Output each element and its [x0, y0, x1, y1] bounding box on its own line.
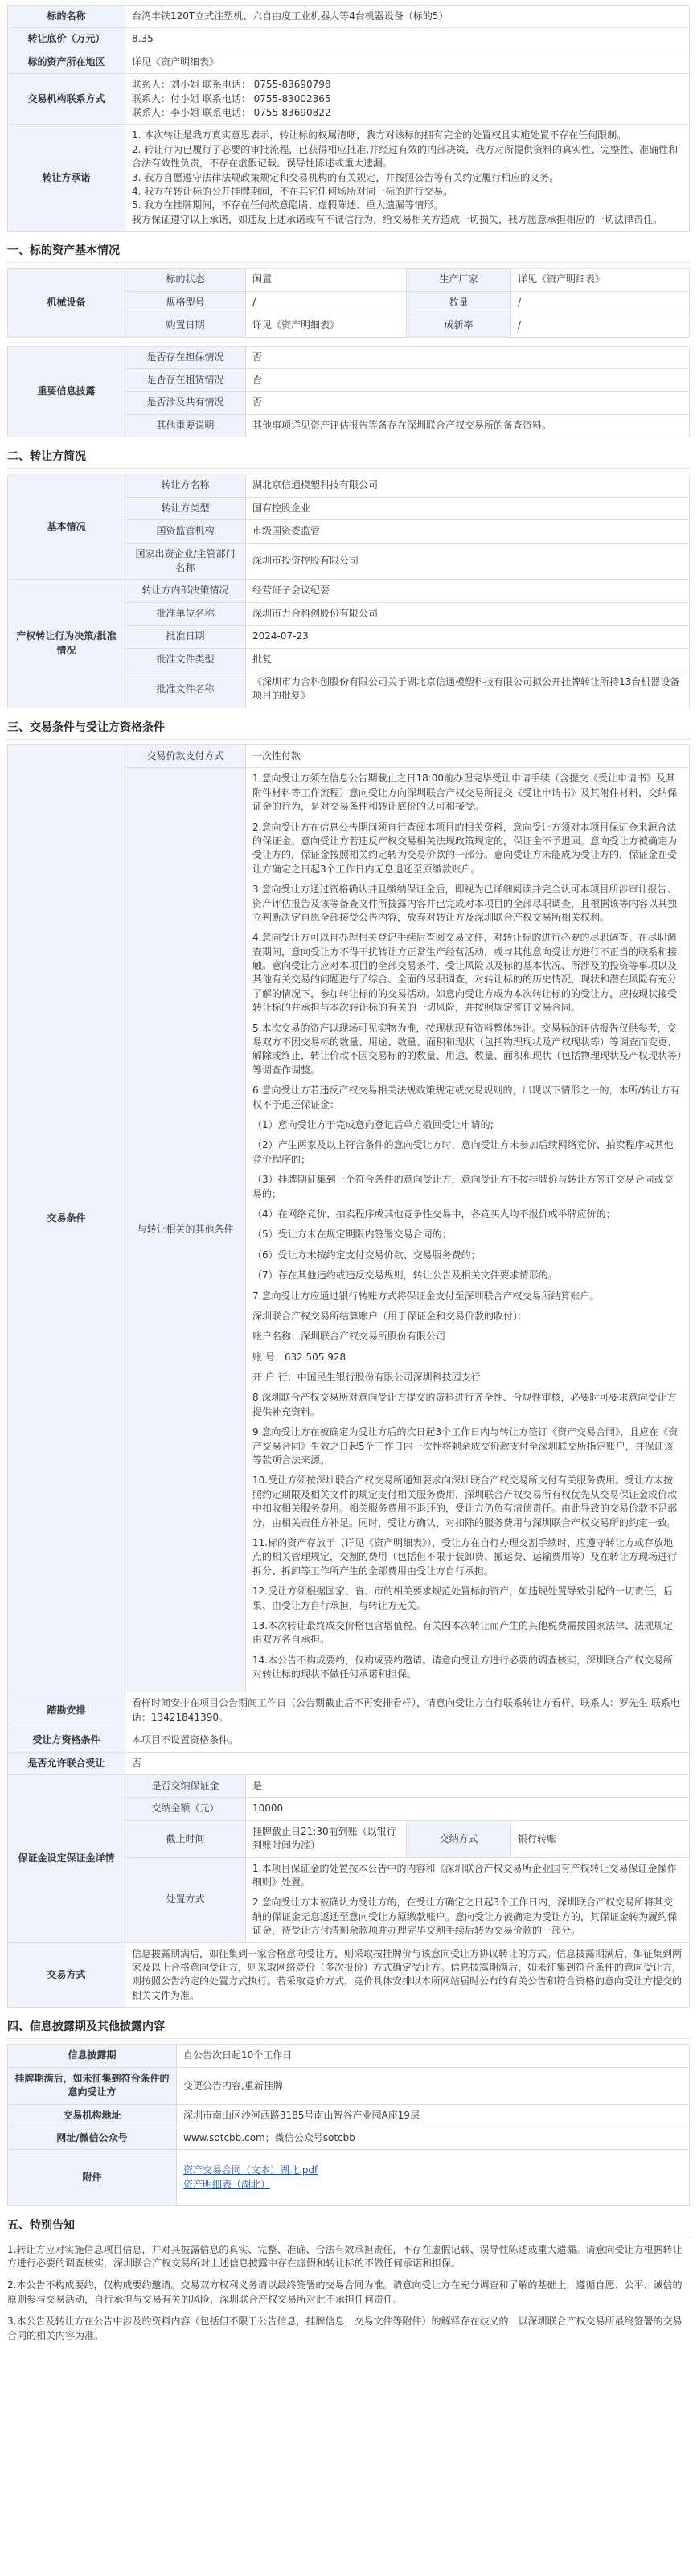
label: 交纳方式 [407, 1820, 511, 1857]
label: 是否存在担保情况 [125, 346, 246, 368]
row-target-name [8, 6, 690, 28]
cond-para: （3）挂牌期征集到一个符合条件的意向受让方，意向受让方不按挂牌价与转让方签订交易合同或交易的； [252, 1174, 674, 1200]
label: 踏勘安排 [8, 1692, 125, 1729]
section-title: 一、标的资产基本情况 [7, 243, 690, 263]
value: 否 [125, 1752, 690, 1774]
dispose-para: 1.本项目保证金的处置按本公告中的内容和《深圳联合产权交易所企业国有产权转让交易保证金操作细则》处置。 [252, 1862, 677, 1888]
value: 台湾丰铁120T立式注塑机、六自由度工业机器人等4台机器设备（标的5） [125, 6, 690, 28]
value: www.sotcbb.com；微信公众号sotcbb [177, 2127, 690, 2149]
label: 交纳金额（元） [125, 1798, 246, 1820]
label: 交易机构联系方式 [8, 74, 125, 125]
label: 产权转让行为决策/批准情况 [8, 580, 125, 708]
commitments [125, 125, 690, 232]
value: / [511, 291, 690, 314]
value: 否 [246, 392, 690, 414]
label: 批准单位名称 [125, 602, 246, 625]
commit-line: 2. 转让行为已履行了必要的审批流程，已获得相应批准,并经过有效的内部决策，我方对所提供资料的真实性、完整性、准确性和合法有效性负责，不存在虚假记载、误导性陈述或重大遗漏。 [132, 143, 679, 170]
label: 保证金设定保证金详情 [8, 1775, 125, 1943]
row-base-price [8, 28, 690, 51]
notice-para: 2.本公告不构成要约，仅构成要约邀请。交易双方权利义务请以最终签署的交易合同为准。请意向受让方在充分调查和了解的基础上，遵循自愿、公平、诚信的原则参与交易活动，自行承担与交易有关的风险，深圳联合产权交易所对此不承担任何责任。 [7, 2279, 683, 2305]
value: 自公告次日起10个工作日 [177, 2045, 690, 2067]
attachment-link-contract[interactable]: 资产交易合同（文本）湖北.pdf [183, 2164, 318, 2176]
value: 详见《资产明细表》 [125, 51, 690, 73]
commit-line: 5. 我方在挂牌期间，不存在任何故意隐瞒、虚假陈述、重大遗漏等情形。 [132, 199, 444, 211]
section-title: 二、转让方简况 [7, 449, 690, 469]
value: 深圳市投资控股有限公司 [246, 543, 690, 580]
label: 转让方内部决策情况 [125, 580, 246, 602]
value: 否 [246, 368, 690, 391]
label: 是否存在租赁情况 [125, 368, 246, 391]
label: 机械设备 [8, 269, 125, 337]
cond-para: （5）受让方未在规定期限内签署交易合同的； [252, 1229, 452, 1241]
contact-line: 联系人：刘小姐 联系电话： 0755-83690798 [132, 79, 331, 91]
cond-para: 8.深圳联合产权交易所对意向受让方提交的资料进行齐全性、合规性审核，必要时可要求意向受让方提供补充资料。 [252, 1392, 677, 1417]
value: 市级国资委监管 [246, 520, 690, 543]
contacts [125, 74, 690, 125]
value: 银行转账 [511, 1820, 690, 1857]
cond-para: 13.本次转让最终成交价格包含增值税。有关因本次转让而产生的其他税费需按国家法律、法规规定由双方各自承担。 [252, 1619, 674, 1646]
section-title: 五、特别告知 [7, 2217, 690, 2238]
cond-para: 6.意向受让方若违反产权交易相关法规政策规定或交易规则的，出现以下情形之一的，本所/转让方有权不予退还保证金： [252, 1085, 680, 1110]
attachments [177, 2150, 690, 2206]
label: 购置日期 [125, 314, 246, 337]
label: 重要信息披露 [8, 346, 125, 437]
label: 国资监管机构 [125, 520, 246, 543]
cond-para: （4）在网络竞价、拍卖程序或其他竞争性交易中，各竞买人均不报价或举牌应价的； [252, 1208, 616, 1220]
page [0, 5, 697, 2343]
label: 转让底价（万元） [8, 28, 125, 51]
cond-para: 7.意向受让方应通过银行转账方式将保证金支付至深圳联合产权交易所结算账户。 [252, 1290, 600, 1302]
label: 与转让相关的其他条件 [125, 768, 246, 1692]
cond-para: （7）存在其他违约或违反交易规则，转让公告及相关文件要求情形的。 [252, 1270, 558, 1282]
value: 详见《资产明细表》 [246, 314, 407, 337]
value: 深圳市南山区沙河西路3185号南山智谷产业园A座19层 [177, 2104, 690, 2127]
summary-table [7, 5, 690, 232]
label: 生产厂家 [407, 269, 511, 291]
cond-para: 深圳联合产权交易所结算账户（用于保证金和交易价款的收付）： [252, 1310, 528, 1322]
label: 截止时间 [125, 1820, 246, 1857]
value: / [246, 291, 407, 314]
commit-line: 4. 我方在转让标的公开挂牌期间，不在其它任何场所对同一标的进行交易。 [132, 185, 453, 197]
label: 标的名称 [8, 6, 125, 28]
value: 其他事项详见资产评估报告等备存在深圳联合产权交易所的备查资料。 [246, 414, 690, 437]
label: 网址/微信公众号 [8, 2127, 177, 2149]
cond-para: 账户名称：深圳联合产权交易所股份有限公司 [252, 1331, 446, 1343]
value: 本项目不设置资格条件。 [125, 1729, 690, 1752]
value: 是 [246, 1775, 690, 1798]
label: 标的资产所在地区 [8, 51, 125, 73]
cond-para: 4.意向受让方可以自办理相关登记手续后查阅交易文件，对转让标的进行必要的尽职调查。在尽职调查期间，意向受让方不得干扰转让方正常生产经营活动，或与其他意向受让方进行不正当的联系和接触。意向受让方应对本项目的全部交易条件、受让风险以及标的基本状况、所涉及的投资等事项以及其他有关交易的问题进行了综合、全面的尽职调查，对转让标的的历史情况、现状和潜在风险有充分了解的情况下，参加转让标的的交易活动。如意向受让方成为本次转让标的的受让方，应按现状接受转让标的并承担与本次转让标的有关的一切风险，并按照规定签订交易合同。 [252, 932, 678, 1014]
cond-para: 1.意向受让方须在信息公告期截止之日18:00前办理完毕受让申请手续（含提交《受让申请书》及其附件材料等工作流程）意向受让方向深圳联合产权交易所提交《受让申请书》及其附件材料，交纳保证金的行为，是对交易条件和转让底价的认可和接受。 [252, 773, 678, 813]
label: 交易价款支付方式 [125, 745, 246, 768]
label: 是否涉及共有情况 [125, 392, 246, 414]
value: 8.35 [125, 28, 690, 51]
label: 附件 [8, 2150, 177, 2206]
cond-para: （6）受让方未按约定支付交易价款、交易服务费的； [252, 1249, 481, 1261]
commit-line: 3. 我方自愿遵守法律法规政策规定和交易机构的有关规定，并按照公告等有关约定履行相应的义务。 [132, 171, 560, 183]
label: 转让方名称 [125, 474, 246, 497]
value: 挂牌截止日21:30前到账（以银行到账时间为准） [246, 1820, 407, 1857]
conditions-text [246, 768, 690, 1692]
value: 详见《资产明细表》 [511, 269, 690, 291]
conditions-table [7, 744, 690, 2008]
row-contacts [8, 74, 690, 125]
value: 一次性付款 [246, 745, 690, 768]
contact-line: 联系人：李小姐 联系电话： 0755-83690822 [132, 106, 331, 118]
value: 深圳市力合科创股份有限公司 [246, 602, 690, 625]
machine-table [7, 268, 690, 337]
value: 2024-07-23 [246, 626, 690, 648]
cond-para: 账 号：632 505 928 [252, 1351, 346, 1363]
section-title: 三、交易条件与受让方资格条件 [7, 720, 690, 740]
commit-line: 我方保证遵守以上承诺，如违反上述承诺或有不诚信行为，给交易相关方造成一切损失，我方愿意承担相应的一切法律责任。 [132, 213, 663, 225]
label: 处置方式 [125, 1857, 246, 1942]
label: 是否交纳保证金 [125, 1775, 246, 1798]
value: 湖北京信通模塑科技有限公司 [246, 474, 690, 497]
value: 否 [246, 346, 690, 368]
label: 其他重要说明 [125, 414, 246, 437]
cond-para: 12.受让方须根据国家、省、市的相关要求规范处置标的资产，如违规处置导致引起的一切责任，后果、由受让方自行承担，与转让方无关。 [252, 1585, 674, 1611]
value: / [511, 314, 690, 337]
value: 闲置 [246, 269, 407, 291]
label: 交易条件 [8, 745, 125, 1692]
cond-para: 11.标的资产存放于（详见《资产明细表》），受让方在自行办理交割手续时，应遵守转让方或存放地点的相关管理规定，交割的费用（包括但不限于装卸费、搬运费、运输费用等）及在转让方现场进行拆分、拆卸等工作所产生的全部费用由受让方自行承担。 [252, 1536, 678, 1577]
label: 转让方承诺 [8, 125, 125, 232]
label: 挂牌期满后，如未征集到符合条件的意向受让方 [8, 2067, 177, 2104]
transferor-table [7, 474, 690, 708]
row-region [8, 51, 690, 73]
contact-line: 联系人：付小姐 联系电话： 0755-83002365 [132, 92, 331, 105]
label: 标的状态 [125, 269, 246, 291]
label: 批准文件类型 [125, 648, 246, 671]
label: 信息披露期 [8, 2045, 177, 2067]
row-commitment [8, 125, 690, 232]
cond-para: （2）产生两家及以上符合条件的意向受让方时，意向受让方未参加后续网络竞价、拍卖程序或其他竞价程序的； [252, 1139, 674, 1165]
value: 国有控股企业 [246, 497, 690, 519]
value: 变更公告内容,重新挂牌 [177, 2067, 690, 2104]
section-title: 四、信息披露期及其他披露内容 [7, 2019, 690, 2039]
label: 批准文件名称 [125, 671, 246, 708]
dispose-para: 2.意向受让方未被确认为受让方的，在受让方确定之日起3个工作日内，深圳联合产权交易所将其交纳的保证金无息返还至意向受让方原缴款账户。意向受让方被确定为受让方的，其保证金转为履约保证金，待受让方付清剩余款项并办理完毕交割手续后转为交易价款的一部分。 [252, 1897, 678, 1937]
attachment-link-asset-list[interactable]: 资产明细表（湖北） [183, 2178, 271, 2190]
cond-para: 2.意向受让方在信息公告期间须自行查阅本项目的相关资料，意向受让方须对本项目保证金来源合法的保证金。意向受让方若违反产权交易相关法规政策规定的，保证金不予退回。意向受让方被确定为受让方的，保证金按照相关约定转为交易价款的一部分。意向受让方未能成为受让方的，保证金在受让方确定之日起3个工作日内无息退还至原缴款账户。 [252, 821, 678, 875]
cond-para: 3.意向受让方通过资格确认并且缴纳保证金后，即视为已详细阅读并完全认可本项目所涉审计报告、资产评估报告及该等备查文件所披露内容并已完成对本项目的全部尽职调查，且根据该等内容以其独立判断决定自愿全部接受公告内容，放弃对转让方及深圳联合产权交易所相关权利。 [252, 884, 678, 923]
label: 国家出资企业/主管部门名称 [125, 543, 246, 580]
value: 10000 [246, 1798, 690, 1820]
notice-para: 1.转让方应对实施信息项目信息，并对其披露信息的真实、完整、准确、合法有效承担责任，不存在虚假记载、误导性陈述或重大遗漏。请意向受让方根据转让方进行必要的调查核实，深圳联合产权交易所对上述信息披露中存在虚假和转让标的不做任何承诺和担保。 [7, 2243, 683, 2270]
notice-para: 3.本公告及转让方在公告中涉及的资料内容（包括但不限于公告信息，挂牌信息，交易文件等附件）的解释存在歧义的，以深圳联合产权交易所最终签署的交易合同的相关内容为准。 [7, 2316, 683, 2341]
cond-para: 14.本公告不构成要约，仅构成要约邀请。请意向受让方进行必要的调查核实，深圳联合产权交易所对转让标的现状不做任何承诺和担保。 [252, 1654, 674, 1680]
cond-para: 5.本次交易的资产以现场可见实物为准，按现状现有资料整体转让。交易标的评估报告仅供参考，交易双方不因交易标的数量、用途、数量、面积和现状（包括物理现状及产权现状等）等调查而变更、解除或终止，转让价款不因交易标的的数量、用途、数量、面积和现状（包括物理现状及产权现状等）等调查作调整。 [252, 1022, 683, 1076]
cond-para: 10.受让方须按深圳联合产权交易所通知要求向深圳联合产权交易所支付有关服务费用。受让方未按照约定期限及相关文件的规定支付相关服务费用，深圳联合产权交易所有权优先从交易保证金或价款中扣收相关服务费用。相关服务费用不退还的，受让方仍负有清偿责任。由此导致的交易价款不足部分，由相关责任方补足。同时，受让方确认，对扣除的服务费用与深圳联合产权交易所的约定一致。 [252, 1475, 678, 1528]
commit-line: 1. 本次转让是我方真实意思表示，转让标的权属清晰，我方对该标的拥有完全的处置权且实施处置不存在任何限制。 [132, 129, 627, 142]
label: 成新率 [407, 314, 511, 337]
disclosure-table [7, 346, 690, 438]
value: 看样时间安排在项目公告期间工作日（公告期截止后不再安排看样），请意向受让方自行联系转让方看样，联系人：罗先生 联系电话：13421841390。 [125, 1692, 690, 1729]
disclosure-period-table [7, 2044, 690, 2206]
label: 规格型号 [125, 291, 246, 314]
dispose-text [246, 1857, 690, 1942]
label: 数量 [407, 291, 511, 314]
cond-para: （1）意向受让方于完成意向登记后单方撤回受让申请的; [252, 1118, 494, 1130]
label: 受让方资格条件 [8, 1729, 125, 1752]
value: 《深圳市力合科创股份有限公司关于湖北京信通模塑科技有限公司拟公开挂牌转让所持13台机器设备项目的批复》 [246, 671, 690, 708]
cond-para: 9.意向受让方在被确定为受让方后的次日起3个工作日内与转让方签订《资产交易合同》，且应在《资产交易合同》生效之日起5个工作日内一次性将剩余成交价款支付至深圳联交所指定账户，并保证该等款项合法来源。 [252, 1426, 679, 1466]
label: 批准日期 [125, 626, 246, 648]
label: 基本情况 [8, 474, 125, 580]
value: 批复 [246, 648, 690, 671]
value: 经营班子会议纪要 [246, 580, 690, 602]
label: 是否允许联合受让 [8, 1752, 125, 1774]
label: 交易方式 [8, 1942, 125, 2008]
label: 转让方类型 [125, 497, 246, 519]
label: 交易机构地址 [8, 2104, 177, 2127]
cond-para: 开 户 行：中国民生银行股份有限公司深圳科技园支行 [252, 1372, 481, 1384]
value: 信息披露期满后，如征集到一家合格意向受让方，则采取按挂牌价与该意向受让方协议转让的方式。信息披露期满后，如征集到两家及以上合格意向受让方，则采取网络竞价（多次报价）方式确定受让方。信息披露期满后，如未征集到符合条件的意向受让方，则按照公告约定的处置方式执行。若采取竞价方式，竞价具体安排以本所网站届时公布的有关公告和符合资格的意向受让方提交的相关文件为准。 [125, 1942, 690, 2008]
special-notice [7, 2243, 690, 2343]
